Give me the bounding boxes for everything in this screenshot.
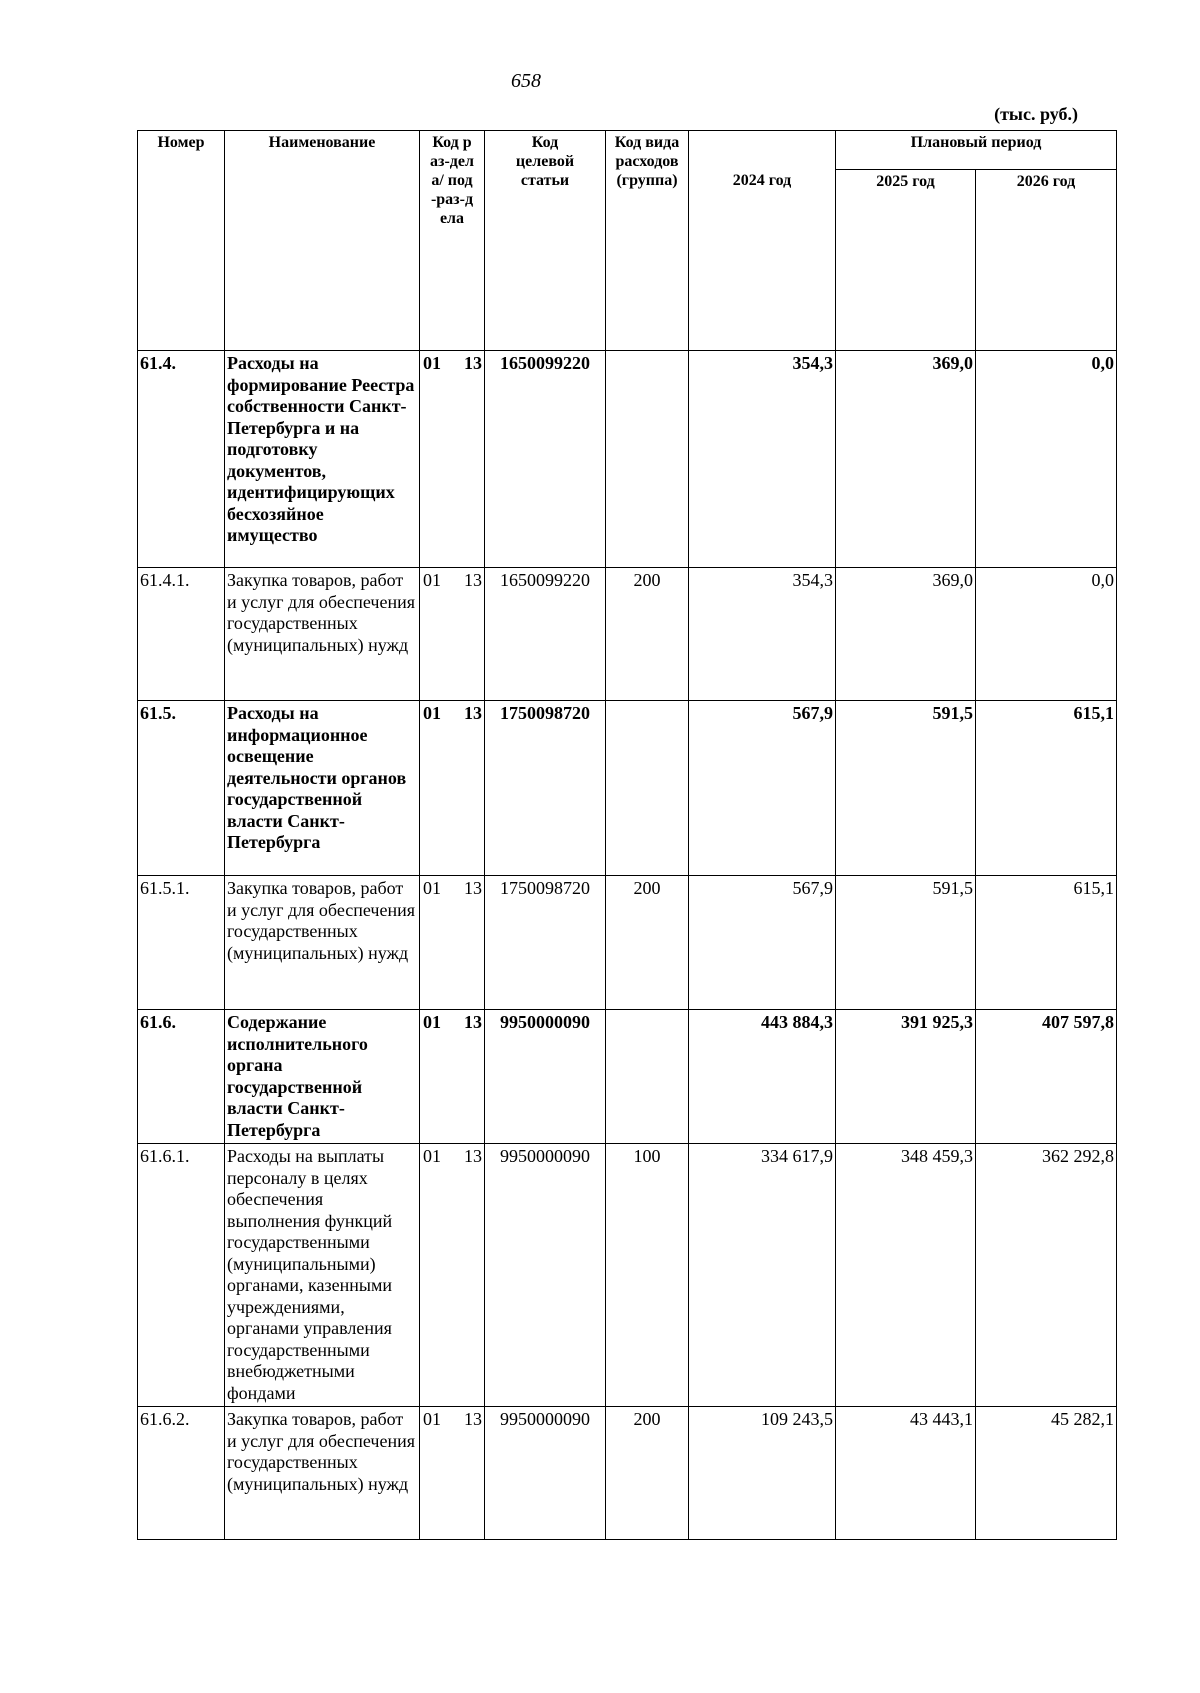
page-number: 658 — [511, 70, 541, 92]
row-value-2024: 567,9 — [689, 876, 836, 1010]
row-value-2025: 43 443,1 — [836, 1407, 976, 1540]
row-subsection: 13 — [464, 703, 482, 723]
row-expense-group: 200 — [606, 568, 689, 701]
header-target-code — [485, 131, 606, 351]
row-expense-group: 100 — [606, 1144, 689, 1407]
row-expense-group — [606, 701, 689, 876]
row-value-2026: 0,0 — [976, 351, 1117, 568]
row-value-2025: 369,0 — [836, 568, 976, 701]
table-row — [138, 568, 1117, 701]
row-number: 61.6. — [138, 1010, 225, 1144]
row-target-code: 1750098720 — [485, 701, 606, 876]
row-target-code: 1650099220 — [485, 351, 606, 568]
table-row — [138, 701, 1117, 876]
row-number: 61.5. — [138, 701, 225, 876]
row-value-2025: 591,5 — [836, 701, 976, 876]
row-name: Расходы на информационное освещение деятельности органов государственной власти Санкт-Петербурга — [225, 701, 420, 876]
table-row — [138, 1407, 1117, 1540]
table-row — [138, 351, 1117, 568]
row-value-2025: 391 925,3 — [836, 1010, 976, 1144]
row-number: 61.6.2. — [138, 1407, 225, 1540]
row-number: 61.4. — [138, 351, 225, 568]
row-expense-group: 200 — [606, 876, 689, 1010]
row-subsection: 13 — [464, 1409, 482, 1429]
row-target-code: 9950000090 — [485, 1144, 606, 1407]
row-section: 01 — [423, 1409, 441, 1429]
row-subsection: 13 — [464, 1146, 482, 1166]
row-name: Закупка товаров, работ и услуг для обеспечения государственных (муниципальных) нужд — [225, 1407, 420, 1540]
table-row — [138, 1010, 1117, 1144]
row-value-2025: 348 459,3 — [836, 1144, 976, 1407]
table-header-row — [138, 131, 1117, 170]
row-target-code: 9950000090 — [485, 1407, 606, 1540]
row-section-code — [420, 351, 485, 568]
row-subsection: 13 — [464, 353, 482, 373]
row-value-2024: 109 243,5 — [689, 1407, 836, 1540]
row-target-code: 1750098720 — [485, 876, 606, 1010]
row-value-2024: 334 617,9 — [689, 1144, 836, 1407]
row-section-code — [420, 1407, 485, 1540]
row-value-2024: 354,3 — [689, 351, 836, 568]
row-value-2026: 615,1 — [976, 701, 1117, 876]
row-number: 61.6.1. — [138, 1144, 225, 1407]
row-target-code: 1650099220 — [485, 568, 606, 701]
row-section: 01 — [423, 570, 441, 590]
header-year-2026: 2026 год — [976, 170, 1117, 351]
row-expense-group: 200 — [606, 1407, 689, 1540]
row-section-code — [420, 568, 485, 701]
row-value-2026: 615,1 — [976, 876, 1117, 1010]
row-subsection: 13 — [464, 878, 482, 898]
table-row — [138, 876, 1117, 1010]
row-name: Закупка товаров, работ и услуг для обеспечения государственных (муниципальных) нужд — [225, 568, 420, 701]
header-target-code-text: Код целевой статьи — [515, 134, 575, 189]
row-section: 01 — [423, 1146, 441, 1166]
row-expense-group — [606, 351, 689, 568]
header-year-2025: 2025 год — [836, 170, 976, 351]
header-planned-period: Плановый период — [836, 131, 1117, 170]
row-number: 61.5.1. — [138, 876, 225, 1010]
row-section-code — [420, 1010, 485, 1144]
row-value-2024: 354,3 — [689, 568, 836, 701]
header-section-code-text: Код раз-дела/ под-раз-дела — [430, 134, 474, 227]
row-value-2025: 591,5 — [836, 876, 976, 1010]
row-target-code: 9950000090 — [485, 1010, 606, 1144]
table-row — [138, 1144, 1117, 1407]
header-expense-type: Код вида расходов (группа) — [606, 131, 689, 351]
budget-table — [137, 130, 1117, 1540]
row-section-code — [420, 876, 485, 1010]
row-value-2026: 407 597,8 — [976, 1010, 1117, 1144]
row-expense-group — [606, 1010, 689, 1144]
header-section-code — [420, 131, 485, 351]
header-number: Номер — [138, 131, 225, 351]
row-number: 61.4.1. — [138, 568, 225, 701]
row-name: Содержание исполнительного органа государственной власти Санкт-Петербурга — [225, 1010, 420, 1144]
row-value-2026: 45 282,1 — [976, 1407, 1117, 1540]
row-value-2026: 362 292,8 — [976, 1144, 1117, 1407]
row-section: 01 — [423, 1012, 441, 1032]
row-subsection: 13 — [464, 1012, 482, 1032]
row-section: 01 — [423, 353, 441, 373]
row-value-2025: 369,0 — [836, 351, 976, 568]
row-value-2026: 0,0 — [976, 568, 1117, 701]
row-name: Расходы на формирование Реестра собственности Санкт-Петербурга и на подготовку документов, идентифицирующих бесхозяйное имущество — [225, 351, 420, 568]
row-section-code — [420, 1144, 485, 1407]
header-name: Наименование — [225, 131, 420, 351]
row-value-2024: 567,9 — [689, 701, 836, 876]
header-year-2024: 2024 год — [689, 131, 836, 351]
units-label: (тыс. руб.) — [994, 104, 1078, 124]
row-subsection: 13 — [464, 570, 482, 590]
row-section: 01 — [423, 878, 441, 898]
row-section-code — [420, 701, 485, 876]
row-section: 01 — [423, 703, 441, 723]
row-name: Расходы на выплаты персоналу в целях обеспечения выполнения функций государственными (муниципальными) органами, казенными учреждениями, органами управления государственными внебюджетными фондами — [225, 1144, 420, 1407]
row-value-2024: 443 884,3 — [689, 1010, 836, 1144]
row-name: Закупка товаров, работ и услуг для обеспечения государственных (муниципальных) нужд — [225, 876, 420, 1010]
